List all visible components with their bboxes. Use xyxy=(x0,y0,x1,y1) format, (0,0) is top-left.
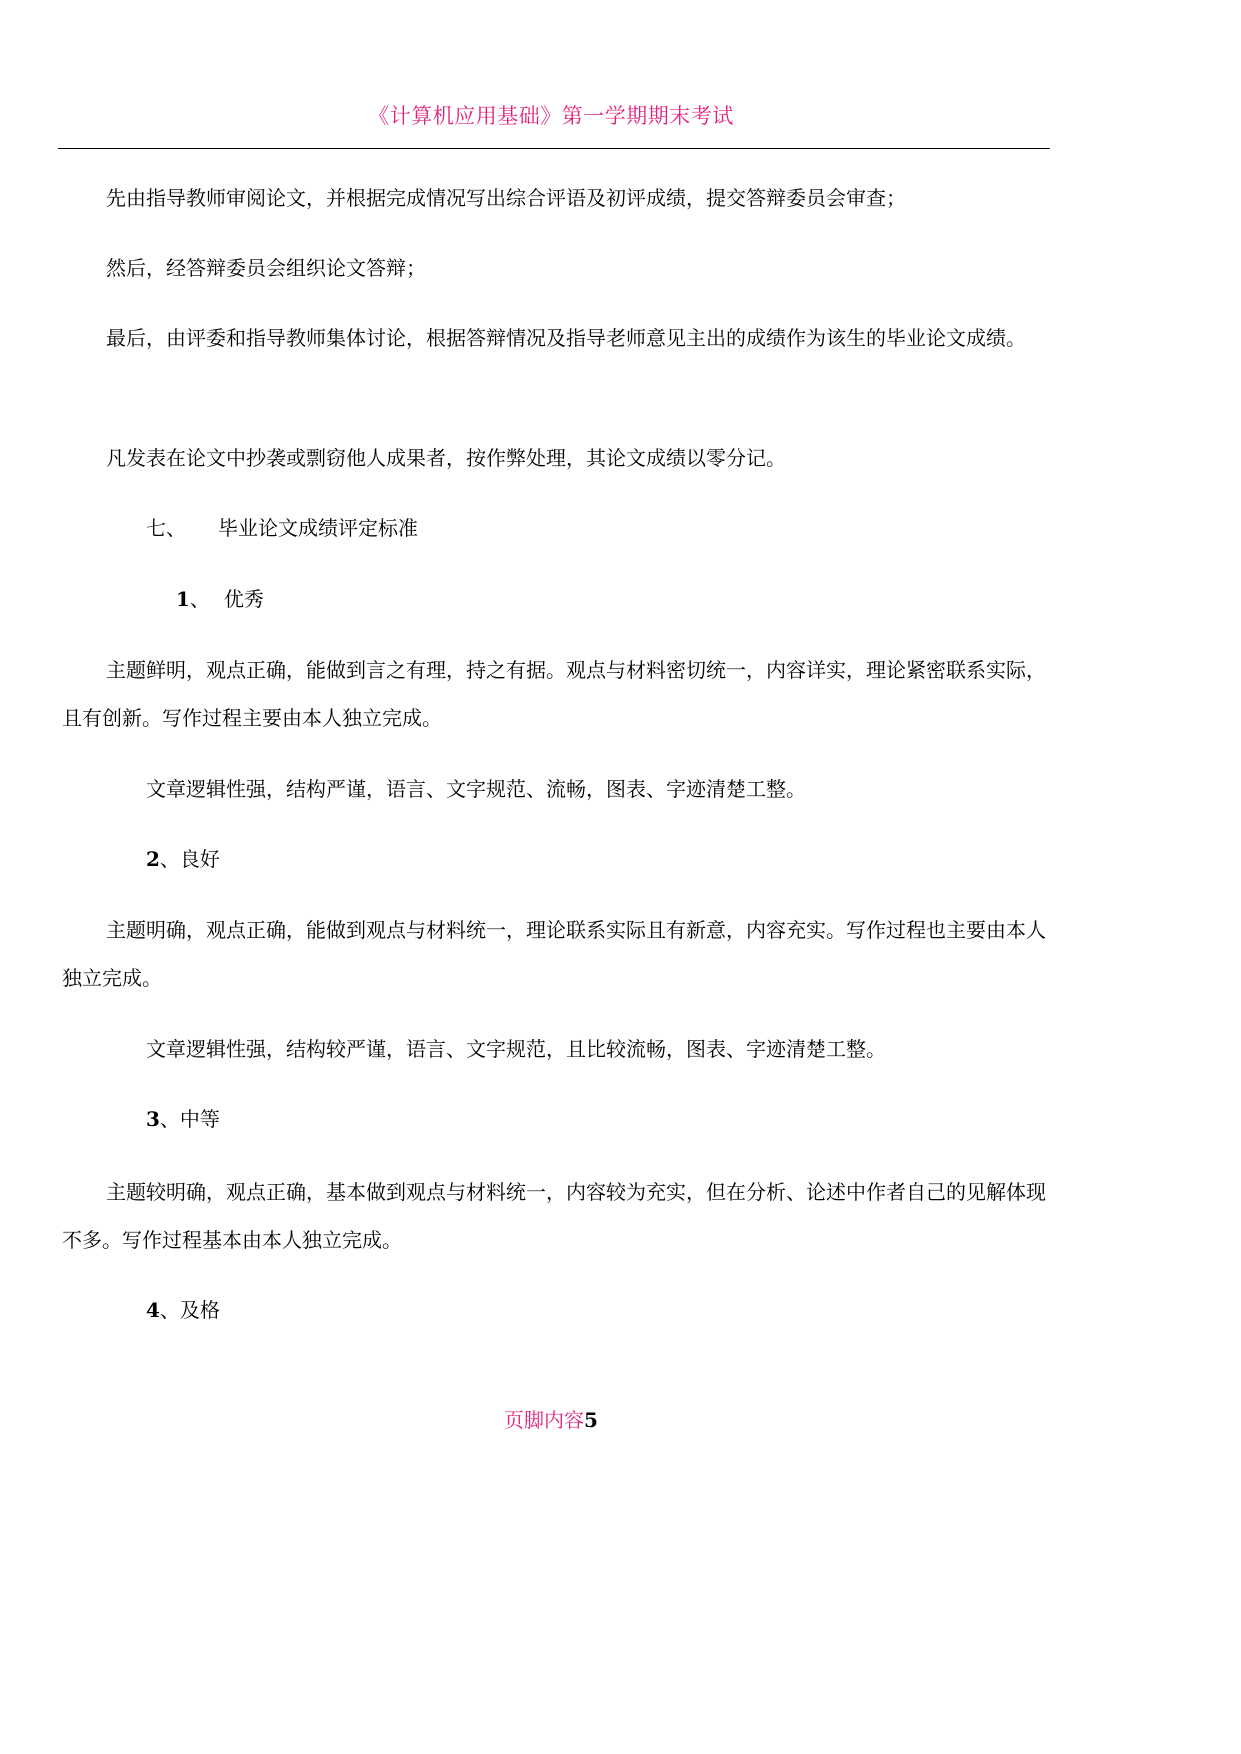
grade-number: 1 xyxy=(176,587,190,611)
grade-excellent-description: 主题鲜明，观点正确，能做到言之有理，持之有据。观点与材料密切统一，内容详实，理论紧密联系实际，且有创新。写作过程主要由本人独立完成。 xyxy=(62,658,1046,730)
grade-number: 3 xyxy=(146,1107,160,1131)
grade-medium-description: 主题较明确，观点正确，基本做到观点与材料统一，内容较为充实，但在分析、论述中作者自己的见解体现不多。写作过程基本由本人独立完成。 xyxy=(62,1180,1046,1252)
section-heading-7 xyxy=(146,513,418,543)
grade-number: 2 xyxy=(146,847,160,871)
grade-number: 4 xyxy=(146,1298,160,1322)
page-number: 5 xyxy=(584,1408,598,1432)
paragraph-plagiarism-text: 凡发表在论文中抄袭或剽窃他人成果者，按作弊处理，其论文成绩以零分记。 xyxy=(106,446,786,470)
header-divider xyxy=(58,148,1050,149)
grade-label: 及格 xyxy=(179,1298,220,1322)
paragraph-review xyxy=(62,174,1050,222)
grade-heading-medium: 3、中等 xyxy=(146,1107,220,1131)
grade-good-style: 文章逻辑性强，结构较严谨，语言、文字规范，且比较流畅，图表、字迹清楚工整。 xyxy=(146,1037,886,1061)
page-header-title: 《计算机应用基础》第一学期期末考试 xyxy=(368,104,734,128)
grade-label: 中等 xyxy=(179,1107,220,1131)
paragraph-plagiarism xyxy=(62,434,1050,482)
grade-heading-good: 2、良好 xyxy=(146,847,220,871)
section-number: 七、 xyxy=(146,516,186,540)
footer-label: 页脚内容 xyxy=(504,1408,585,1432)
page-footer xyxy=(0,1404,1102,1433)
paragraph-final xyxy=(62,314,1050,362)
grade-heading-excellent: 1、 优秀 xyxy=(176,587,264,611)
section-title: 毕业论文成绩评定标准 xyxy=(218,516,418,540)
grade-excellent-style: 文章逻辑性强，结构严谨，语言、文字规范、流畅，图表、字迹清楚工整。 xyxy=(146,777,806,801)
grade-heading-pass: 4、及格 xyxy=(146,1298,220,1322)
grade-good-description: 主题明确，观点正确，能做到观点与材料统一，理论联系实际且有新意，内容充实。写作过程也主要由本人独立完成。 xyxy=(62,918,1046,990)
paragraph-review-text: 先由指导教师审阅论文，并根据完成情况写出综合评语及初评成绩，提交答辩委员会审查； xyxy=(106,186,906,210)
paragraph-final-text: 最后，由评委和指导教师集体讨论，根据答辩情况及指导老师意见主出的成绩作为该生的毕业论文成绩。 xyxy=(106,326,1026,350)
paragraph-defense xyxy=(62,244,1050,292)
paragraph-defense-text: 然后，经答辩委员会组织论文答辩； xyxy=(106,256,426,280)
grade-label: 优秀 xyxy=(223,587,264,611)
grade-label: 良好 xyxy=(179,847,220,871)
